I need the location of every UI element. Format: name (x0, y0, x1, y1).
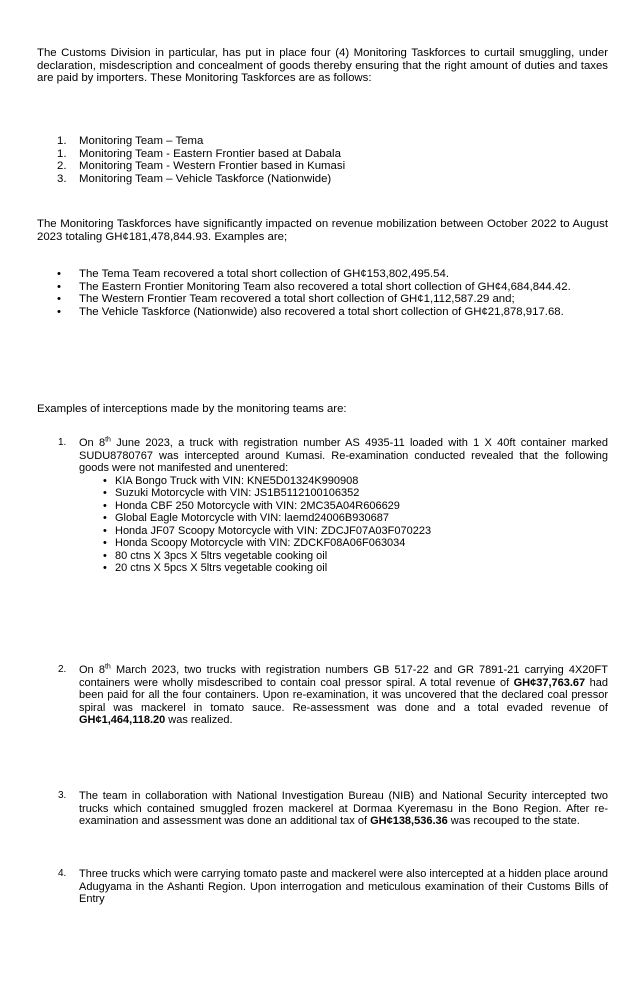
example-item-2 (37, 664, 608, 727)
example-item-1 (37, 437, 608, 575)
list-item: • The Tema Team recovered a total short collection of GH¢153,802,495.54. (37, 268, 608, 281)
list-number: 3. (58, 790, 67, 801)
taskforce-list (37, 135, 608, 185)
list-number: 2. (57, 160, 67, 172)
amount-value: GH¢138,536.36 (370, 815, 448, 827)
list-item: • 80 ctns X 3pcs X 5ltrs vegetable cooking oil (79, 550, 608, 563)
list-number: 1. (57, 135, 67, 147)
list-item: • KIA Bongo Truck with VIN: KNE5D01324K990908 (79, 475, 608, 488)
list-number: 1. (58, 437, 67, 448)
example-text: On 8th June 2023, a truck with registration number AS 4935-11 loaded with 1 X 40ft container marked SUDU8780767 was intercepted around Kumasi. Re-examination conducted revealed that the following goods were not manifested and unentered: (79, 436, 608, 474)
amount-value: GH¢37,763.67 (513, 676, 586, 689)
list-item: • The Vehicle Taskforce (Nationwide) also recovered a total short collection of GH¢21,878,917.68. (37, 306, 608, 319)
list-item (37, 148, 608, 161)
list-number: 1. (57, 147, 67, 160)
list-item: • Honda CBF 250 Motorcycle with VIN: 2MC35A04R606629 (79, 500, 608, 513)
list-text: Monitoring Team - Eastern Frontier based at Dabala (79, 147, 341, 160)
list-item: • The Western Frontier Team recovered a total short collection of GH¢1,112,587.29 and; (37, 293, 608, 306)
list-item: • Honda Scoopy Motorcycle with VIN: ZDCKF08A06F063034 (79, 537, 608, 550)
list-item (37, 135, 608, 148)
example-item-4 (37, 868, 608, 906)
goods-list (79, 475, 608, 575)
example-text: On 8th March 2023, two trucks with registration numbers GB 517-22 and GR 7891-21 carrying 4X20FT containers were wholly misdescribed to contain coal pressor spiral. A total revenue of GH¢37,763.67 had been paid for all the four containers. Upon re-examination, it was uncovered that the declared coal pressor spiral was mackerel in tomato sauce. Re-assessment was done and a total evaded revenue of GH¢1,464,118.20 was realized. (79, 663, 608, 726)
list-text: Monitoring Team - Western Frontier based in Kumasi (79, 160, 346, 172)
list-item (37, 160, 608, 173)
intro-paragraph: The Customs Division in particular, has put in place four (4) Monitoring Taskforces to curtail smuggling, under declaration, misdescription and concealment of goods thereby ensuring that the right amount of duties and taxes are paid by importers. These Monitoring Taskforces are as follows: (37, 47, 608, 84)
interceptions-heading: Examples of interceptions made by the monitoring teams are: (37, 403, 347, 415)
list-item: • Global Eagle Motorcycle with VIN: laemd24006B930687 (79, 512, 608, 525)
list-number: 2. (58, 664, 67, 675)
list-text: Monitoring Team – Tema (79, 135, 204, 147)
impact-paragraph: The Monitoring Taskforces have significantly impacted on revenue mobilization between October 2022 to August 2023 totaling GH¢181,478,844.93. Examples are; (37, 218, 608, 243)
example-item-3 (37, 790, 608, 828)
list-item: • The Eastern Frontier Monitoring Team also recovered a total short collection of GH¢4,684,844.42. (37, 281, 608, 294)
list-item (37, 173, 608, 186)
list-number: 4. (58, 868, 67, 879)
list-item: • Suzuki Motorcycle with VIN: JS1B5112100106352 (79, 487, 608, 500)
list-item: • 20 ctns X 5pcs X 5ltrs vegetable cooking oil (79, 562, 608, 575)
list-number: 3. (57, 172, 67, 185)
example-text: The team in collaboration with National Investigation Bureau (NIB) and National Security intercepted two trucks which contained smuggled frozen mackerel at Dormaa Kyeremasu in the Bono Region. After re-examination and assessment was done an additional tax of GH¢138,536.36 was recouped to the state. (79, 790, 608, 827)
amount-value: GH¢1,464,118.20 (79, 714, 166, 726)
example-text: Three trucks which were carrying tomato paste and mackerel were also intercepted at a hidden place around Adugyama in the Ashanti Region. Upon interrogation and meticulous examination of their Customs Bills of Entry (79, 868, 608, 905)
list-item: • Honda JF07 Scoopy Motorcycle with VIN: ZDCJF07A03F070223 (79, 525, 608, 538)
list-text: Monitoring Team – Vehicle Taskforce (Nationwide) (79, 172, 332, 185)
recovery-list (37, 268, 608, 318)
